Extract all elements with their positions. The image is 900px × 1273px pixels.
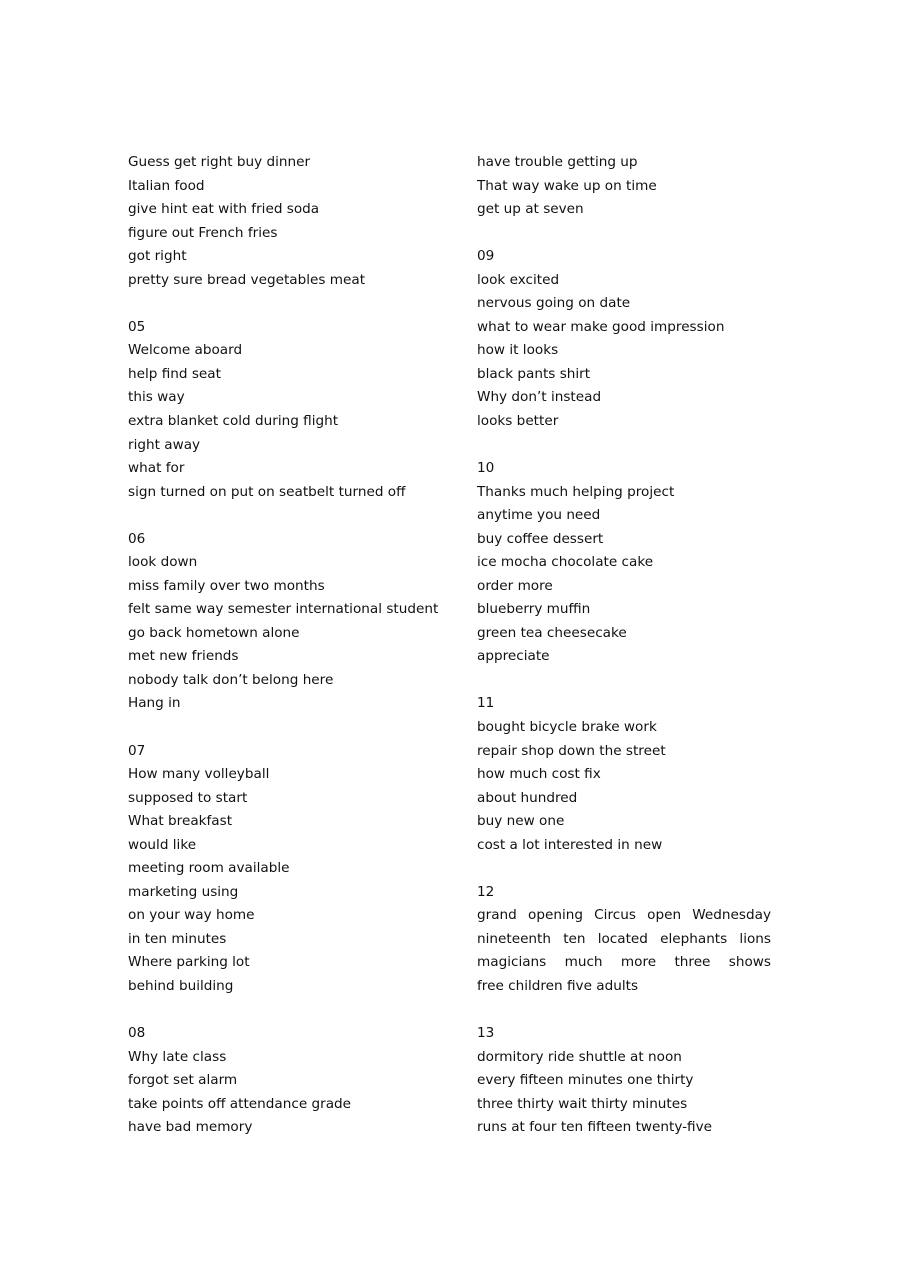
text-line: That way wake up on time <box>477 177 657 194</box>
text-line: magicians much more three shows <box>477 954 771 971</box>
text-line: extra blanket cold during flight <box>128 412 339 429</box>
text-line: meeting room available <box>128 860 290 877</box>
text-line: how much cost fix <box>477 766 601 783</box>
section-number: 08 <box>128 1025 146 1042</box>
text-line: pretty sure bread vegetables meat <box>128 271 366 288</box>
section-09 <box>477 245 771 433</box>
text-line: every fifteen minutes one thirty <box>477 1072 694 1089</box>
text-line: get up at seven <box>477 201 584 218</box>
text-line: nobody talk don’t belong here <box>128 671 334 688</box>
text-line: green tea cheesecake <box>477 624 627 641</box>
text-line: Why don’t instead <box>477 389 602 406</box>
text-line: what to wear make good impression <box>477 318 725 335</box>
text-line: about hundred <box>477 789 578 806</box>
text-line: How many volleyball <box>128 766 270 783</box>
text-line: looks better <box>477 412 559 429</box>
section-number: 10 <box>477 460 495 477</box>
text-line: have trouble getting up <box>477 154 638 170</box>
section-continued <box>128 151 448 292</box>
text-line: in ten minutes <box>128 930 227 947</box>
section-08 <box>128 1022 448 1140</box>
text-line: forgot set alarm <box>128 1072 238 1089</box>
section-number: 07 <box>128 742 146 759</box>
text-line: What breakfast <box>128 813 233 830</box>
text-line: cost a lot interested in new <box>477 836 663 853</box>
text-line: sign turned on put on seatbelt turned off <box>128 483 406 500</box>
text-line: Why late class <box>128 1048 227 1065</box>
section-13 <box>477 1022 771 1140</box>
text-line: black pants shirt <box>477 365 591 382</box>
section-06 <box>128 528 448 716</box>
text-line: on your way home <box>128 907 255 924</box>
text-line: Thanks much helping project <box>477 483 675 500</box>
section-12 <box>477 881 771 999</box>
text-line: behind building <box>128 978 234 994</box>
section-07 <box>128 740 448 999</box>
text-line: Italian food <box>128 177 205 194</box>
text-line: buy coffee dessert <box>477 530 604 547</box>
section-number: 13 <box>477 1025 495 1041</box>
text-line: three thirty wait thirty minutes <box>477 1095 688 1112</box>
text-line: take points off attendance grade <box>128 1095 352 1112</box>
text-line: figure out French fries <box>128 224 278 241</box>
section-number: 06 <box>128 530 146 547</box>
section-number: 12 <box>477 883 495 900</box>
text-line: appreciate <box>477 648 550 665</box>
left-column <box>128 151 448 1140</box>
section-number: 09 <box>477 248 495 265</box>
text-line: how it looks <box>477 342 559 359</box>
text-line: go back hometown alone <box>128 624 300 641</box>
text-line: Guess get right buy dinner <box>128 154 311 170</box>
text-line: have bad memory <box>128 1119 253 1136</box>
text-line: nineteenth ten located elephants lions <box>477 930 771 947</box>
text-line: free children five adults <box>477 977 639 994</box>
text-line: buy new one <box>477 813 565 830</box>
section-number: 05 <box>128 318 146 335</box>
text-line: supposed to start <box>128 789 248 806</box>
text-line: got right <box>128 248 187 265</box>
section-05 <box>128 316 448 504</box>
text-line: nervous going on date <box>477 295 631 312</box>
text-line: dormitory ride shuttle at noon <box>477 1048 682 1065</box>
section-11 <box>477 692 771 857</box>
text-line: repair shop down the street <box>477 742 666 759</box>
text-line: help find seat <box>128 365 221 382</box>
text-line: Where parking lot <box>128 954 250 971</box>
text-line: marketing using <box>128 883 239 900</box>
text-line: felt same way semester international student <box>128 601 439 618</box>
text-line: met new friends <box>128 648 239 665</box>
text-line: look down <box>128 554 198 571</box>
text-line: order more <box>477 577 553 594</box>
text-line: look excited <box>477 271 560 288</box>
text-line: anytime you need <box>477 507 601 524</box>
text-line: give hint eat with fried soda <box>128 201 320 218</box>
text-line: what for <box>128 460 185 477</box>
text-line: would like <box>128 836 197 853</box>
text-line: grand opening Circus open Wednesday <box>477 907 771 924</box>
section-10 <box>477 457 771 669</box>
text-line: blueberry muffin <box>477 601 591 618</box>
right-column <box>477 151 771 1140</box>
text-line: this way <box>128 389 185 406</box>
text-line: Hang in <box>128 695 181 712</box>
text-line: Welcome aboard <box>128 342 243 359</box>
text-line: runs at four ten fifteen twenty-five <box>477 1119 713 1136</box>
text-line: bought bicycle brake work <box>477 718 657 735</box>
section-number: 11 <box>477 695 495 712</box>
text-line: miss family over two months <box>128 577 325 594</box>
section-continued <box>477 151 771 222</box>
text-line: right away <box>128 436 201 453</box>
text-line: ice mocha chocolate cake <box>477 554 654 571</box>
